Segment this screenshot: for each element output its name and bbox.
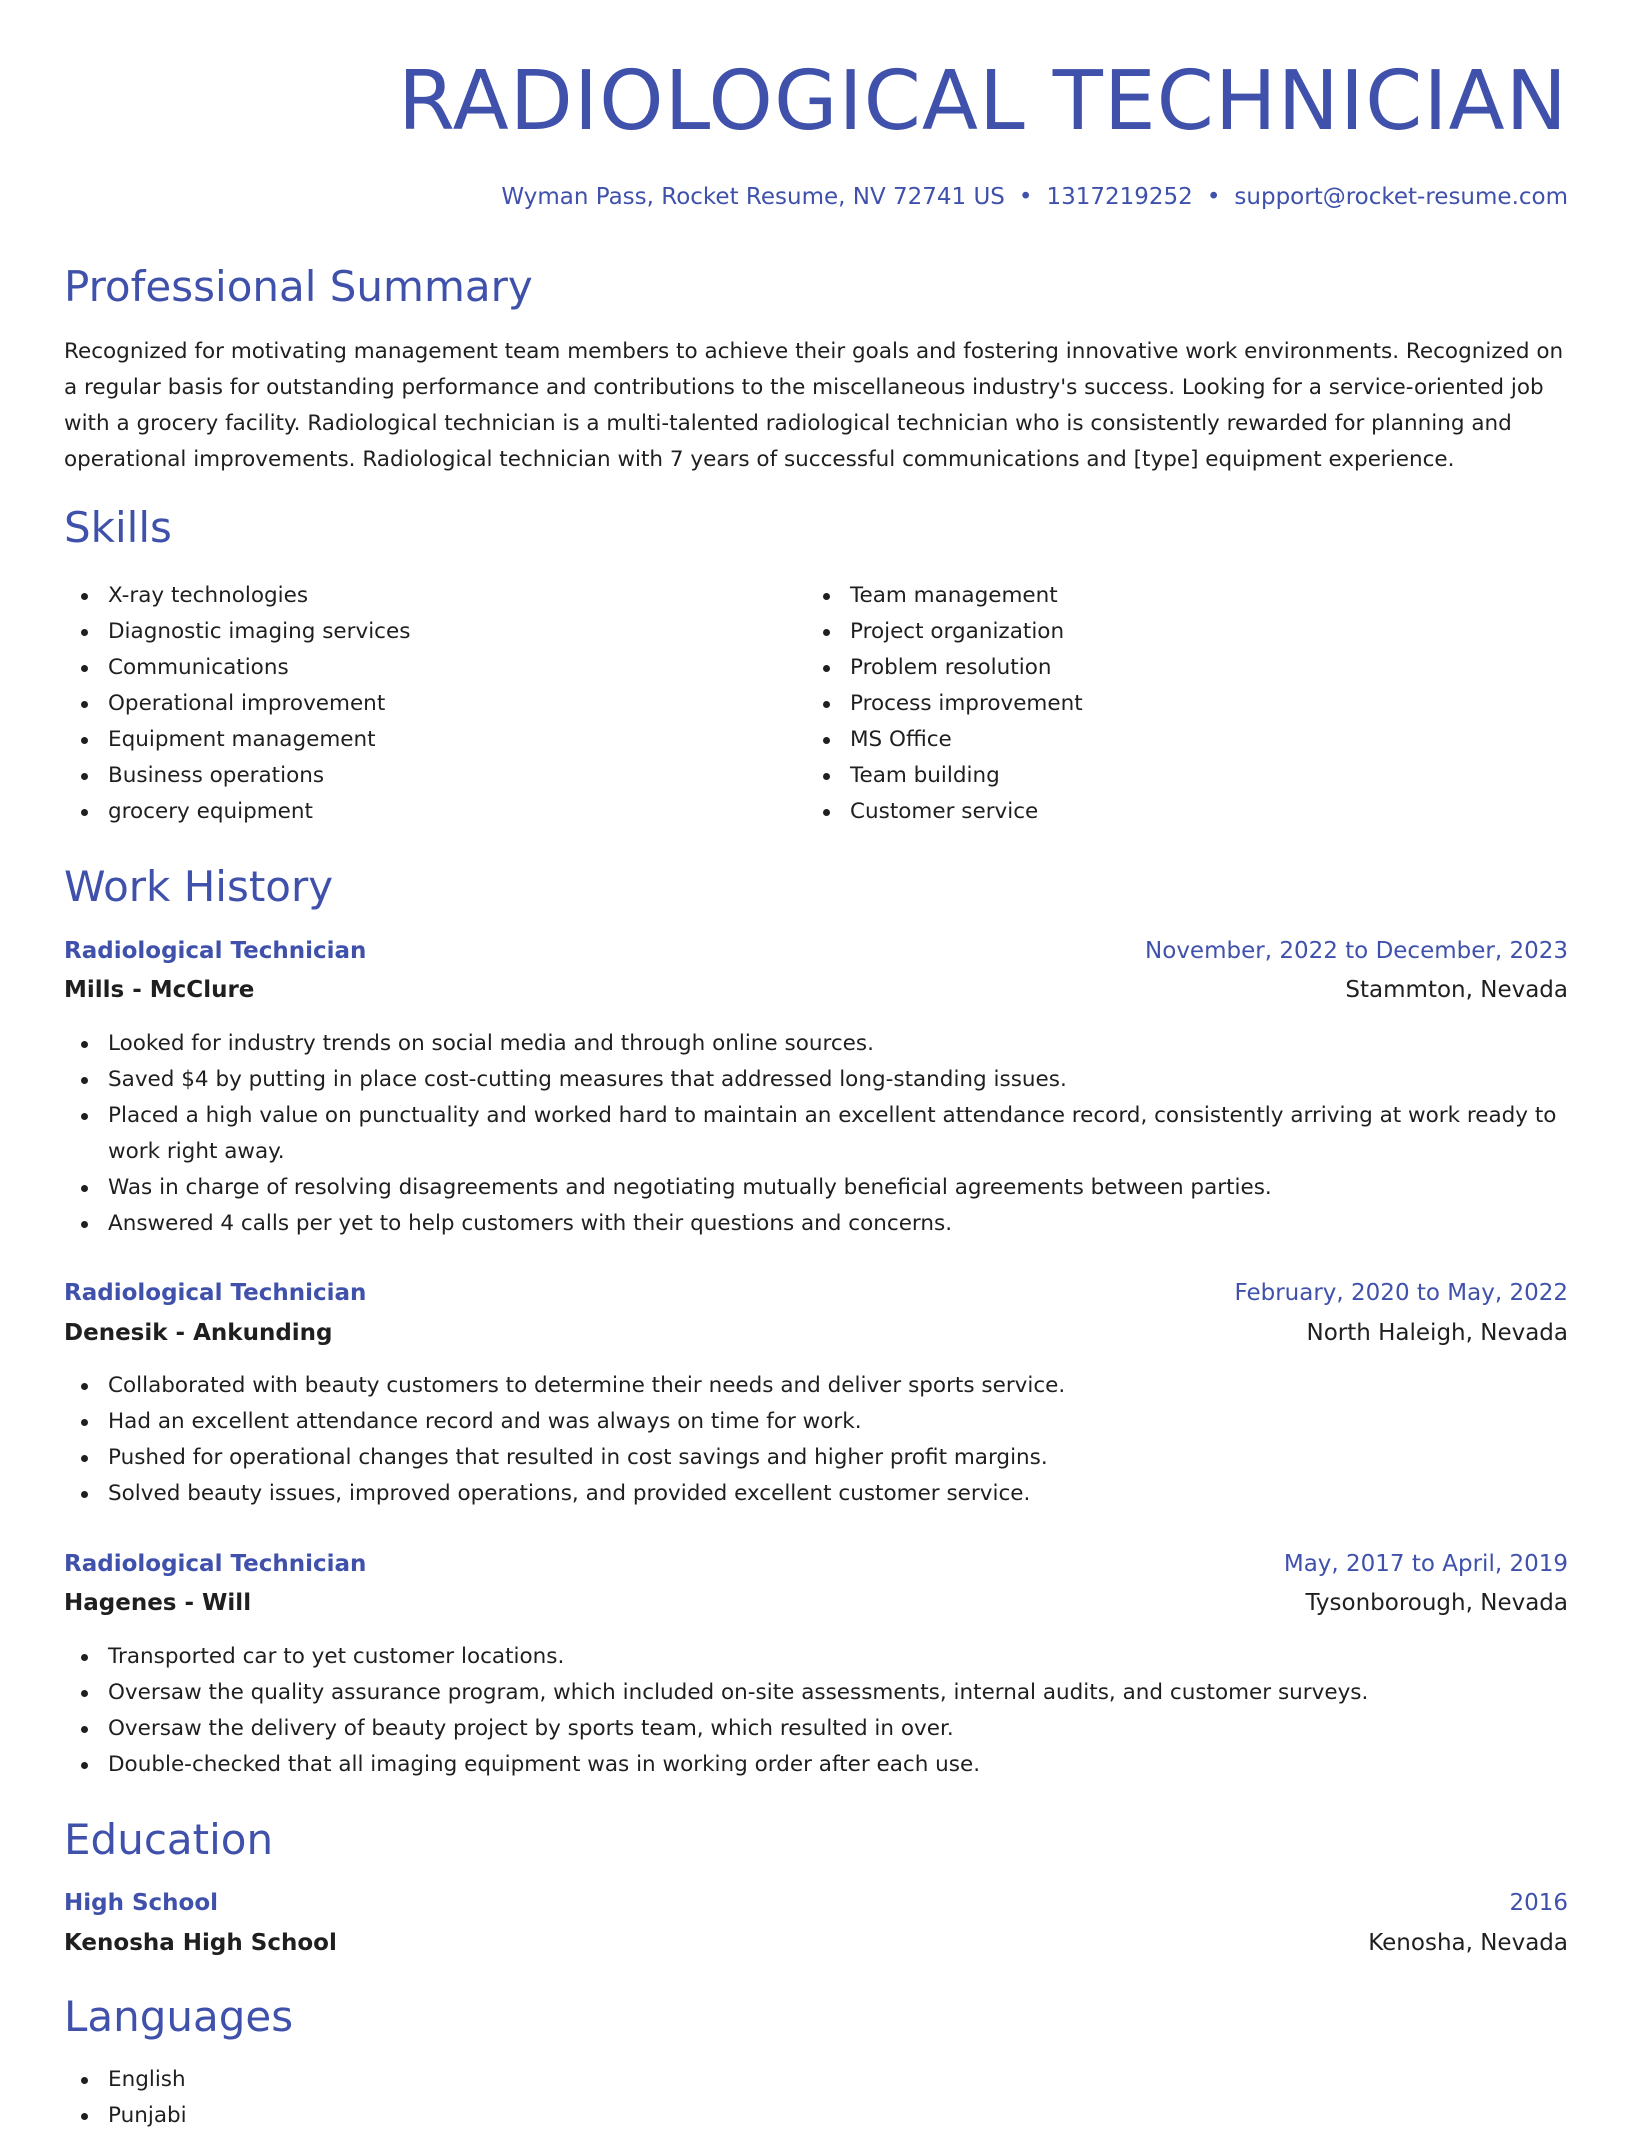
skills-list-left bbox=[64, 578, 764, 830]
contact-separator: • bbox=[1206, 184, 1221, 210]
section-heading-languages: Languages bbox=[64, 1992, 294, 2041]
skill-item: Team management bbox=[806, 578, 1506, 614]
education-degree: High School bbox=[64, 1890, 219, 1916]
job-bullet: Oversaw the delivery of beauty project by sports team, which resulted in over. bbox=[64, 1711, 1568, 1747]
skill-item: Project organization bbox=[806, 614, 1506, 650]
skill-item: Process improvement bbox=[806, 686, 1506, 722]
skill-item: grocery equipment bbox=[64, 794, 764, 830]
job-role: Radiological Technician bbox=[64, 1551, 367, 1577]
job-bullet: Looked for industry trends on social media and through online sources. bbox=[64, 1026, 1568, 1062]
skill-item: Problem resolution bbox=[806, 650, 1506, 686]
job-header-row bbox=[64, 933, 1568, 969]
job-company: Denesik - Ankunding bbox=[64, 1320, 333, 1346]
job-header-row bbox=[64, 1546, 1568, 1582]
job-dates: May, 2017 to April, 2019 bbox=[1283, 1551, 1568, 1577]
language-item: Punjabi bbox=[64, 2098, 1568, 2134]
job-bullet: Transported car to yet customer locations. bbox=[64, 1639, 1568, 1675]
job-bullet: Had an excellent attendance record and was always on time for work. bbox=[64, 1404, 1568, 1440]
education-school: Kenosha High School bbox=[64, 1930, 337, 1956]
job-bullet: Saved $4 by putting in place cost-cutting measures that addressed long-standing issues. bbox=[64, 1062, 1568, 1098]
job-location: Stammton, Nevada bbox=[1345, 977, 1568, 1003]
job-bullet: Oversaw the quality assurance program, which included on-site assessments, internal audits, and customer surveys. bbox=[64, 1675, 1568, 1711]
job-dates: February, 2020 to May, 2022 bbox=[1234, 1280, 1568, 1306]
section-heading-work-history: Work History bbox=[64, 862, 334, 911]
education-location: Kenosha, Nevada bbox=[1368, 1930, 1568, 1956]
skill-item: MS Office bbox=[806, 722, 1506, 758]
job-company: Mills - McClure bbox=[64, 977, 255, 1003]
contact-email[interactable]: support@rocket-resume.com bbox=[1234, 184, 1568, 210]
section-heading-education: Education bbox=[64, 1815, 274, 1864]
skill-item: Equipment management bbox=[64, 722, 764, 758]
job-bullets bbox=[64, 1639, 1568, 1783]
contact-phone: 1317219252 bbox=[1046, 184, 1193, 210]
skills-list-right bbox=[806, 578, 1506, 830]
job-dates: November, 2022 to December, 2023 bbox=[1145, 938, 1568, 964]
job-bullet: Pushed for operational changes that resulted in cost savings and higher profit margins. bbox=[64, 1440, 1568, 1476]
job-role: Radiological Technician bbox=[64, 938, 367, 964]
resume-title: RADIOLOGICAL TECHNICIAN bbox=[398, 54, 1568, 149]
skill-item: Communications bbox=[64, 650, 764, 686]
language-item: English bbox=[64, 2062, 1568, 2098]
skill-item: Diagnostic imaging services bbox=[64, 614, 764, 650]
job-bullets bbox=[64, 1026, 1568, 1242]
education-school-row bbox=[64, 1925, 1568, 1961]
job-bullet: Collaborated with beauty customers to determine their needs and deliver sports service. bbox=[64, 1368, 1568, 1404]
contact-line bbox=[501, 180, 1568, 214]
job-bullet: Double-checked that all imaging equipment was in working order after each use. bbox=[64, 1747, 1568, 1783]
job-header-row bbox=[64, 1275, 1568, 1311]
skill-item: X-ray technologies bbox=[64, 578, 764, 614]
job-company: Hagenes - Will bbox=[64, 1590, 252, 1616]
job-company-row bbox=[64, 972, 1568, 1008]
job-role: Radiological Technician bbox=[64, 1280, 367, 1306]
job-company-row bbox=[64, 1585, 1568, 1621]
contact-address: Wyman Pass, Rocket Resume, NV 72741 US bbox=[501, 184, 1005, 210]
job-bullet: Answered 4 calls per yet to help customers with their questions and concerns. bbox=[64, 1206, 1568, 1242]
contact-separator: • bbox=[1018, 184, 1033, 210]
skill-item: Team building bbox=[806, 758, 1506, 794]
job-location: Tysonborough, Nevada bbox=[1305, 1590, 1568, 1616]
job-bullet: Placed a high value on punctuality and worked hard to maintain an excellent attendance record, consistently arriving at work ready to work right away. bbox=[64, 1098, 1568, 1170]
summary-text: Recognized for motivating management team members to achieve their goals and fostering innovative work environments. Recognized on a regular basis for outstanding performance and contributions to the miscellaneous industry's success. Looking for a service-oriented job with a grocery facility. Radiological technician is a multi-talented radiological technician who is consistently rewarded for planning and operational improvements. Radiological technician with 7 years of successful communications and [type] equipment experience. bbox=[64, 339, 1564, 472]
skill-item: Business operations bbox=[64, 758, 764, 794]
skill-item: Operational improvement bbox=[64, 686, 764, 722]
section-heading-skills: Skills bbox=[64, 503, 172, 552]
languages-list bbox=[64, 2062, 1568, 2134]
education-year: 2016 bbox=[1509, 1890, 1568, 1916]
job-bullets bbox=[64, 1368, 1568, 1512]
section-heading-summary: Professional Summary bbox=[64, 262, 533, 311]
education-header-row bbox=[64, 1885, 1568, 1921]
skill-item: Customer service bbox=[806, 794, 1506, 830]
job-location: North Haleigh, Nevada bbox=[1306, 1320, 1568, 1346]
job-bullet: Solved beauty issues, improved operations, and provided excellent customer service. bbox=[64, 1476, 1568, 1512]
job-company-row bbox=[64, 1315, 1568, 1351]
job-bullet: Was in charge of resolving disagreements and negotiating mutually beneficial agreements between parties. bbox=[64, 1170, 1568, 1206]
